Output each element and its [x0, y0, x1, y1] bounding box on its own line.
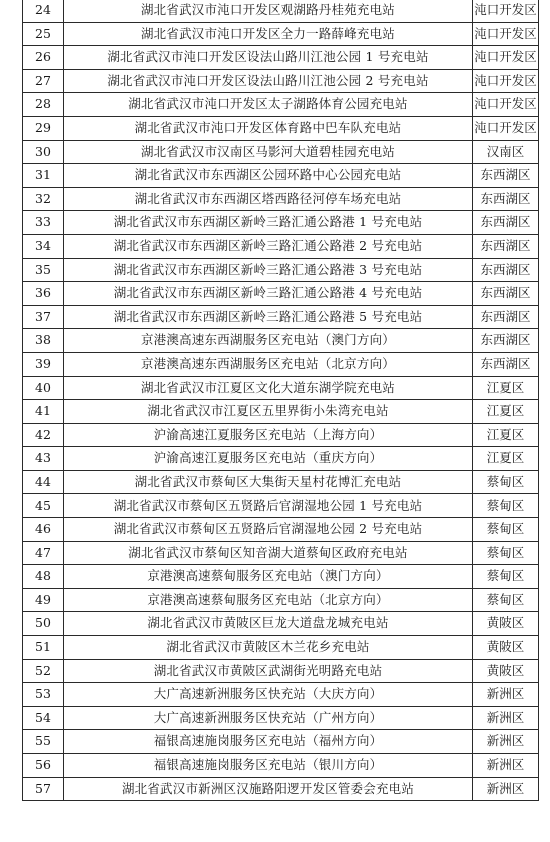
district-cell: 黄陂区 [473, 636, 539, 660]
district-cell: 东西湖区 [473, 164, 539, 188]
station-name-cell: 湖北省武汉市蔡甸区知音湖大道蔡甸区政府充电站 [64, 541, 473, 565]
district-cell: 新洲区 [473, 754, 539, 778]
table-row [23, 754, 539, 778]
station-name-cell: 湖北省武汉市沌口开发区观湖路丹桂苑充电站 [64, 0, 473, 22]
station-name-cell: 湖北省武汉市沌口开发区体育路中巴车队充电站 [64, 116, 473, 140]
district-cell: 东西湖区 [473, 234, 539, 258]
district-cell: 新洲区 [473, 706, 539, 730]
station-name-cell: 湖北省武汉市蔡甸区五贤路后官湖湿地公园 2 号充电站 [64, 518, 473, 542]
row-number-cell: 40 [23, 376, 64, 400]
row-number-cell: 48 [23, 565, 64, 589]
table-row [23, 541, 539, 565]
table-row [23, 0, 539, 22]
row-number-cell: 53 [23, 683, 64, 707]
station-name-cell: 京港澳高速蔡甸服务区充电站（北京方向） [64, 588, 473, 612]
table-row [23, 164, 539, 188]
district-cell: 东西湖区 [473, 282, 539, 306]
district-cell: 蔡甸区 [473, 494, 539, 518]
district-cell: 沌口开发区 [473, 116, 539, 140]
row-number-cell: 34 [23, 234, 64, 258]
row-number-cell: 50 [23, 612, 64, 636]
district-cell: 新洲区 [473, 683, 539, 707]
row-number-cell: 41 [23, 400, 64, 424]
district-cell: 沌口开发区 [473, 69, 539, 93]
charging-station-table [22, 0, 539, 801]
station-name-cell: 湖北省武汉市江夏区五里界街小朱湾充电站 [64, 400, 473, 424]
district-cell: 黄陂区 [473, 612, 539, 636]
station-name-cell: 湖北省武汉市蔡甸区大集街天星村花博汇充电站 [64, 470, 473, 494]
district-cell: 东西湖区 [473, 305, 539, 329]
row-number-cell: 32 [23, 187, 64, 211]
table-row [23, 706, 539, 730]
row-number-cell: 49 [23, 588, 64, 612]
table-row [23, 683, 539, 707]
table-row [23, 282, 539, 306]
table-row [23, 258, 539, 282]
row-number-cell: 43 [23, 447, 64, 471]
station-name-cell: 湖北省武汉市东西湖区新岭三路汇通公路港 1 号充电站 [64, 211, 473, 235]
station-name-cell: 湖北省武汉市东西湖区新岭三路汇通公路港 5 号充电站 [64, 305, 473, 329]
row-number-cell: 31 [23, 164, 64, 188]
station-name-cell: 湖北省武汉市蔡甸区五贤路后官湖湿地公园 1 号充电站 [64, 494, 473, 518]
charging-station-table-container [22, 0, 538, 801]
row-number-cell: 44 [23, 470, 64, 494]
station-name-cell: 湖北省武汉市黄陂区巨龙大道盘龙城充电站 [64, 612, 473, 636]
table-body [23, 0, 539, 801]
district-cell: 东西湖区 [473, 211, 539, 235]
table-row [23, 423, 539, 447]
table-row [23, 234, 539, 258]
table-row [23, 494, 539, 518]
table-row [23, 116, 539, 140]
district-cell: 蔡甸区 [473, 565, 539, 589]
district-cell: 东西湖区 [473, 352, 539, 376]
district-cell: 东西湖区 [473, 258, 539, 282]
table-row [23, 329, 539, 353]
station-name-cell: 湖北省武汉市黄陂区武湖街光明路充电站 [64, 659, 473, 683]
table-row [23, 565, 539, 589]
row-number-cell: 27 [23, 69, 64, 93]
station-name-cell: 大广高速新洲服务区快充站（广州方向） [64, 706, 473, 730]
station-name-cell: 湖北省武汉市东西湖区新岭三路汇通公路港 2 号充电站 [64, 234, 473, 258]
row-number-cell: 25 [23, 22, 64, 46]
table-row [23, 211, 539, 235]
table-row [23, 140, 539, 164]
district-cell: 沌口开发区 [473, 46, 539, 70]
station-name-cell: 京港澳高速东西湖服务区充电站（澳门方向） [64, 329, 473, 353]
station-name-cell: 京港澳高速东西湖服务区充电站（北京方向） [64, 352, 473, 376]
station-name-cell: 湖北省武汉市黄陂区木兰花乡充电站 [64, 636, 473, 660]
station-name-cell: 湖北省武汉市东西湖区塔西路径河停车场充电站 [64, 187, 473, 211]
district-cell: 汉南区 [473, 140, 539, 164]
district-cell: 江夏区 [473, 400, 539, 424]
table-row [23, 470, 539, 494]
district-cell: 蔡甸区 [473, 588, 539, 612]
district-cell: 东西湖区 [473, 187, 539, 211]
row-number-cell: 36 [23, 282, 64, 306]
table-row [23, 518, 539, 542]
district-cell: 江夏区 [473, 447, 539, 471]
table-row [23, 352, 539, 376]
table-row [23, 187, 539, 211]
district-cell: 沌口开发区 [473, 22, 539, 46]
table-row [23, 636, 539, 660]
row-number-cell: 46 [23, 518, 64, 542]
station-name-cell: 大广高速新洲服务区快充站（大庆方向） [64, 683, 473, 707]
row-number-cell: 57 [23, 777, 64, 801]
row-number-cell: 29 [23, 116, 64, 140]
station-name-cell: 京港澳高速蔡甸服务区充电站（澳门方向） [64, 565, 473, 589]
row-number-cell: 30 [23, 140, 64, 164]
district-cell: 沌口开发区 [473, 0, 539, 22]
station-name-cell: 湖北省武汉市东西湖区公园环路中心公园充电站 [64, 164, 473, 188]
station-name-cell: 湖北省武汉市沌口开发区太子湖路体育公园充电站 [64, 93, 473, 117]
station-name-cell: 沪渝高速江夏服务区充电站（上海方向） [64, 423, 473, 447]
station-name-cell: 湖北省武汉市沌口开发区设法山路川江池公园 1 号充电站 [64, 46, 473, 70]
row-number-cell: 39 [23, 352, 64, 376]
table-row [23, 400, 539, 424]
row-number-cell: 56 [23, 754, 64, 778]
district-cell: 新洲区 [473, 777, 539, 801]
district-cell: 江夏区 [473, 376, 539, 400]
station-name-cell: 湖北省武汉市沌口开发区设法山路川江池公园 2 号充电站 [64, 69, 473, 93]
row-number-cell: 52 [23, 659, 64, 683]
table-row [23, 46, 539, 70]
station-name-cell: 湖北省武汉市东西湖区新岭三路汇通公路港 3 号充电站 [64, 258, 473, 282]
row-number-cell: 24 [23, 0, 64, 22]
table-row [23, 93, 539, 117]
district-cell: 江夏区 [473, 423, 539, 447]
station-name-cell: 湖北省武汉市东西湖区新岭三路汇通公路港 4 号充电站 [64, 282, 473, 306]
table-row [23, 22, 539, 46]
row-number-cell: 28 [23, 93, 64, 117]
row-number-cell: 37 [23, 305, 64, 329]
row-number-cell: 45 [23, 494, 64, 518]
district-cell: 蔡甸区 [473, 470, 539, 494]
table-row [23, 69, 539, 93]
row-number-cell: 33 [23, 211, 64, 235]
table-row [23, 659, 539, 683]
district-cell: 沌口开发区 [473, 93, 539, 117]
district-cell: 黄陂区 [473, 659, 539, 683]
table-row [23, 588, 539, 612]
table-row [23, 376, 539, 400]
table-row [23, 612, 539, 636]
row-number-cell: 55 [23, 730, 64, 754]
station-name-cell: 沪渝高速江夏服务区充电站（重庆方向） [64, 447, 473, 471]
row-number-cell: 38 [23, 329, 64, 353]
row-number-cell: 47 [23, 541, 64, 565]
district-cell: 蔡甸区 [473, 518, 539, 542]
station-name-cell: 福银高速施岗服务区充电站（银川方向） [64, 754, 473, 778]
table-row [23, 777, 539, 801]
district-cell: 新洲区 [473, 730, 539, 754]
row-number-cell: 54 [23, 706, 64, 730]
row-number-cell: 42 [23, 423, 64, 447]
row-number-cell: 51 [23, 636, 64, 660]
station-name-cell: 湖北省武汉市新洲区汉施路阳逻开发区管委会充电站 [64, 777, 473, 801]
row-number-cell: 35 [23, 258, 64, 282]
station-name-cell: 福银高速施岗服务区充电站（福州方向） [64, 730, 473, 754]
table-row [23, 730, 539, 754]
station-name-cell: 湖北省武汉市汉南区马影河大道碧桂园充电站 [64, 140, 473, 164]
table-row [23, 305, 539, 329]
station-name-cell: 湖北省武汉市沌口开发区全力一路薛峰充电站 [64, 22, 473, 46]
district-cell: 蔡甸区 [473, 541, 539, 565]
table-row [23, 447, 539, 471]
station-name-cell: 湖北省武汉市江夏区文化大道东湖学院充电站 [64, 376, 473, 400]
district-cell: 东西湖区 [473, 329, 539, 353]
row-number-cell: 26 [23, 46, 64, 70]
